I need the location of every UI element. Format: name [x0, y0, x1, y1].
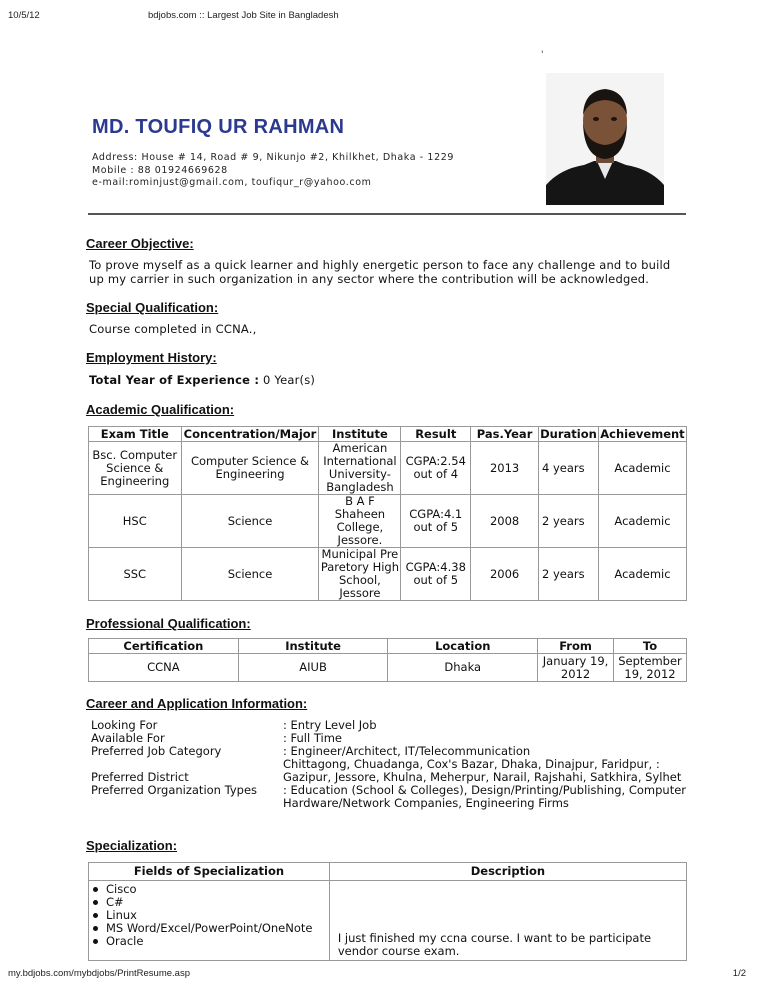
info-label: Looking For [91, 718, 158, 732]
academic-table [88, 426, 687, 601]
table-row [89, 654, 687, 682]
list-item: Cisco [90, 883, 328, 896]
duration-cell: 4 years [538, 442, 598, 495]
info-value: Chittagong, Chuadanga, Cox's Bazar, Dhaka, Dinajpur, Faridpur, : Gazipur, Jessore, Khulna, Meherpur, Narail, Rajshahi, Satkhira, Sylhet [283, 757, 682, 784]
list-item [91, 758, 691, 784]
header-duration: Duration [540, 426, 597, 441]
profile-photo [546, 73, 664, 205]
candidate-name: MD. TOUFIQ UR RAHMAN [92, 116, 345, 138]
info-label: Preferred Organization Types [91, 783, 258, 797]
academic-header-row [89, 427, 687, 442]
institute-cell: B A F Shaheen College, Jessore. [319, 495, 401, 548]
info-label: Preferred District [91, 770, 189, 784]
duration-cell: 2 years [538, 495, 598, 548]
special-qualification-title: Special Qualification: [86, 300, 219, 315]
pass-year-cell: 2013 [471, 442, 539, 495]
header-pass-year: Pas.Year [471, 427, 539, 442]
pass-year-cell: 2006 [471, 548, 539, 601]
list-item: Linux [90, 909, 328, 922]
to-cell: September 19, 2012 [613, 654, 686, 682]
career-objective-title: Career Objective: [86, 236, 194, 251]
header-concentration: Concentration/Major [181, 427, 319, 442]
info-value: : Full Time [283, 731, 342, 745]
fields-cell [89, 881, 330, 961]
table-row [89, 548, 687, 601]
location-cell: Dhaka [388, 654, 538, 682]
person-photo-icon [546, 73, 664, 205]
pass-year-cell: 2008 [471, 495, 539, 548]
concentration-cell: Science [181, 548, 319, 601]
fields-list [90, 883, 328, 948]
stray-mark: ' [541, 50, 544, 60]
header-institute: Institute [319, 427, 401, 442]
contact-block [92, 152, 454, 190]
concentration-cell: Computer Science & Engineering [181, 442, 319, 495]
academic-qualification-title: Academic Qualification: [86, 402, 235, 417]
career-info-list [91, 719, 691, 810]
specialization-header-row [89, 863, 687, 881]
header-exam-title: Exam Title [89, 427, 182, 442]
print-date: 10/5/12 [8, 10, 40, 21]
result-cell: CGPA:4.38 out of 5 [401, 548, 471, 601]
info-value: : Engineer/Architect, IT/Telecommunication [283, 744, 531, 758]
experience-value: 0 Year(s) [263, 373, 316, 387]
description-cell: I just finished my ccna course. I want to be participate vendor course exam. [329, 881, 686, 961]
print-url: my.bdjobs.com/mybdjobs/PrintResume.asp [8, 968, 190, 979]
print-header [0, 10, 768, 24]
header-institute: Institute [238, 639, 388, 654]
institute-cell: AIUB [238, 654, 388, 682]
header-certification: Certification [89, 639, 239, 654]
mobile-line: Mobile : 88 01924669628 [92, 164, 228, 176]
professional-table [88, 638, 687, 682]
list-item: C# [90, 896, 328, 909]
certification-cell: CCNA [89, 654, 239, 682]
header-to: To [613, 639, 686, 654]
employment-history-title: Employment History: [86, 350, 217, 365]
list-item: Oracle [90, 935, 328, 948]
from-cell: January 19, 2012 [538, 654, 614, 682]
specialization-table [88, 862, 687, 961]
list-item: MS Word/Excel/PowerPoint/OneNote [90, 922, 328, 935]
header-from: From [538, 639, 614, 654]
info-label: Preferred Job Category [91, 744, 222, 758]
result-cell: CGPA:4.1 out of 5 [401, 495, 471, 548]
print-footer [0, 968, 768, 982]
email-line: e-mail:rominjust@gmail.com, toufiqur_r@yahoo.com [92, 177, 372, 188]
info-label: Available For [91, 731, 165, 745]
experience-line [89, 374, 315, 388]
exam-title-cell: Bsc. Computer Science & Engineering [89, 442, 182, 495]
experience-label: Total Year of Experience : [89, 373, 260, 387]
specialization-title: Specialization: [86, 838, 178, 853]
career-objective-text: To prove myself as a quick learner and highly energetic person to face any challenge and to build up my carrier in such organization in any sector where the contribution will be acknowledged. [89, 258, 671, 286]
duration-cell: 2 years [538, 548, 598, 601]
page-number: 1/2 [732, 968, 746, 979]
header-result: Result [401, 427, 471, 442]
result-cell: CGPA:2.54 out of 4 [401, 442, 471, 495]
header-fields: Fields of Specialization [89, 863, 330, 881]
list-item [91, 784, 691, 810]
concentration-cell: Science [181, 495, 319, 548]
address-line: Address: House # 14, Road # 9, Nikunjo #2, Khilkhet, Dhaka - 1229 [92, 152, 455, 163]
header-location: Location [388, 639, 538, 654]
achievement-cell: Academic [598, 495, 686, 548]
professional-header-row [89, 639, 687, 654]
achievement-cell: Academic [598, 548, 686, 601]
info-value: : Education (School & Colleges), Design/Printing/Publishing, Computer Hardware/Network Companies, Engineering Firms [283, 783, 687, 810]
special-qualification-text: Course completed in CCNA., [89, 322, 257, 336]
institute-cell: Municipal Pre Paretory High School, Jessore [320, 547, 399, 600]
professional-qualification-title: Professional Qualification: [86, 616, 251, 631]
exam-title-cell: SSC [89, 548, 182, 601]
header-description: Description [329, 863, 686, 881]
table-row [89, 495, 687, 548]
list-item [91, 719, 691, 732]
table-row [89, 442, 687, 495]
print-page-title: bdjobs.com :: Largest Job Site in Bangladesh [148, 10, 339, 21]
exam-title-cell: HSC [89, 495, 182, 548]
institute-cell: American International University-Bangladesh [319, 442, 401, 495]
achievement-cell: Academic [598, 442, 686, 495]
header-achievement: Achievement [600, 426, 685, 441]
header-divider [88, 213, 686, 215]
info-value: : Entry Level Job [283, 718, 377, 732]
career-info-title: Career and Application Information: [86, 696, 308, 711]
table-row [89, 881, 687, 961]
